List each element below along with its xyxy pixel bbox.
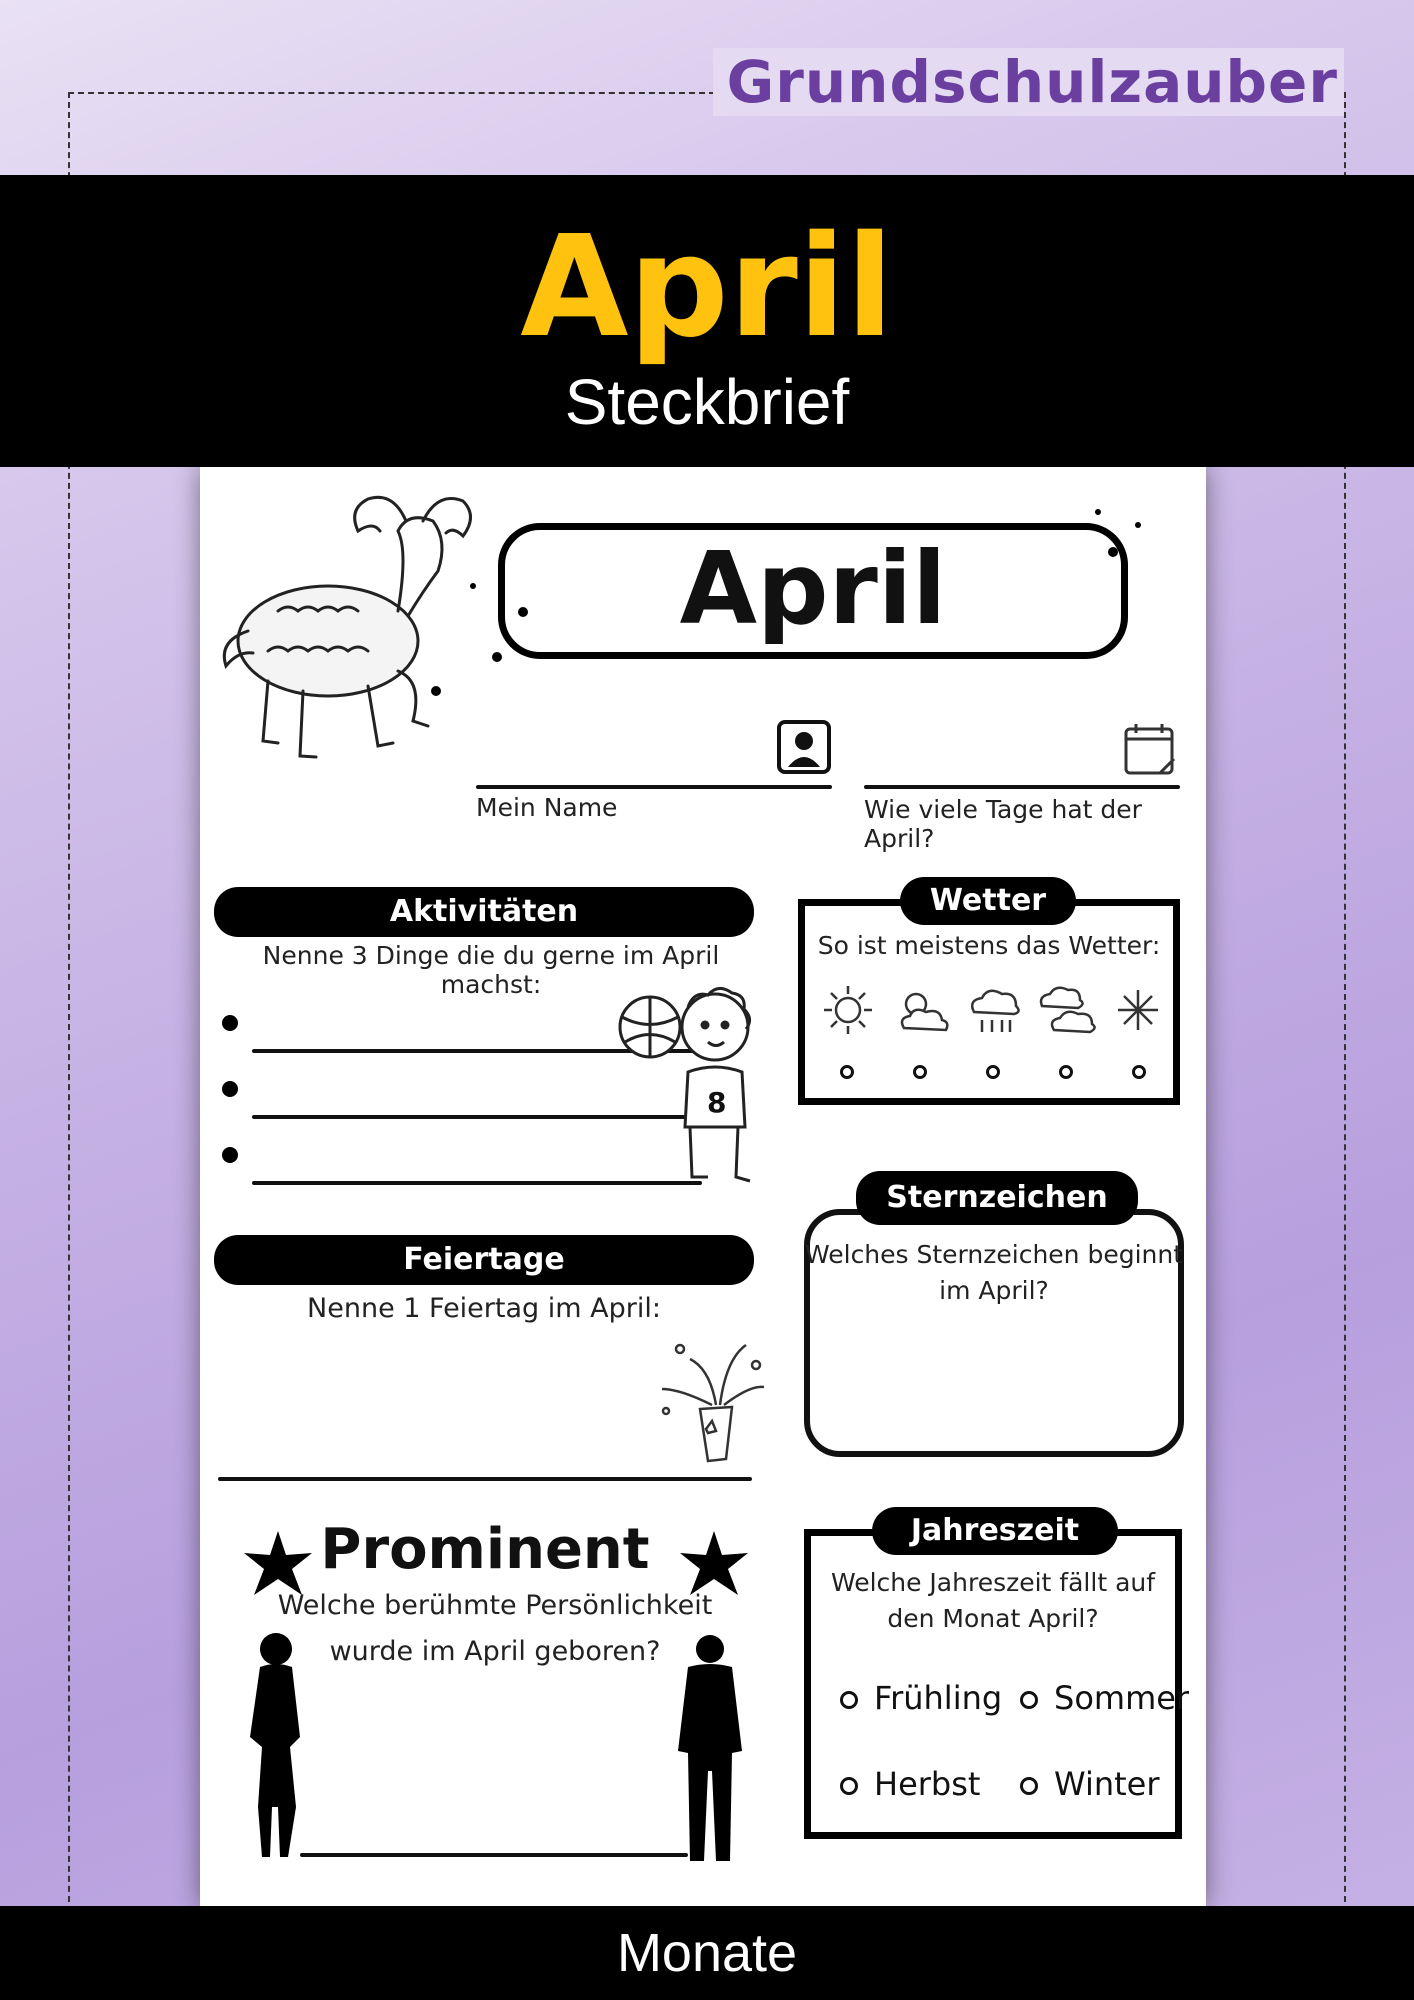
holiday-answer-line[interactable]: [218, 1477, 752, 1481]
famous-answer-line[interactable]: [300, 1853, 688, 1857]
days-question: Wie viele Tage hat der April?: [864, 795, 1142, 853]
season-prompt-line-2: den Monat April?: [887, 1604, 1099, 1633]
bullet-point: [222, 1015, 238, 1031]
clouds-icon: [1036, 982, 1102, 1038]
holidays-heading: Feiertage: [214, 1235, 754, 1285]
footer-label: Monate: [616, 1923, 798, 1983]
decor-dot: [492, 652, 502, 662]
weather-choice-sun-cloud[interactable]: [913, 1065, 927, 1079]
zodiac-prompt: [804, 1237, 1184, 1309]
bullet-point: [222, 1081, 238, 1097]
weather-heading: Wetter: [900, 877, 1076, 925]
decor-dot: [1135, 522, 1141, 528]
sun-icon: [822, 984, 874, 1036]
sheet-title: April: [498, 523, 1128, 659]
man-silhouette: [670, 1631, 750, 1871]
season-option-spring: Frühling: [874, 1679, 1003, 1717]
season-heading: Jahreszeit: [872, 1507, 1118, 1555]
snowflake-icon: [1116, 988, 1160, 1032]
season-option-winter: Winter: [1054, 1765, 1160, 1803]
holidays-prompt: Nenne 1 Feiertag im April:: [307, 1293, 661, 1324]
zodiac-heading: Sternzeichen: [856, 1171, 1138, 1225]
season-prompt-line-1: Welche Jahreszeit fällt auf: [830, 1568, 1156, 1597]
weather-prompt: So ist meistens das Wetter:: [817, 931, 1161, 960]
activities-prompt: Nenne 3 Dinge die du gerne im April machst:: [262, 941, 720, 999]
days-answer-line[interactable]: [864, 785, 1180, 789]
weather-choice-sun[interactable]: [840, 1065, 854, 1079]
decor-dot: [1108, 547, 1118, 557]
season-option-summer: Sommer: [1054, 1679, 1190, 1717]
sun-cloud-icon: [894, 984, 950, 1036]
activities-heading: Aktivitäten: [214, 887, 754, 937]
decor-dot: [518, 607, 528, 617]
season-radio-winter[interactable]: [1020, 1777, 1038, 1795]
famous-prompt-line-1: Welche berühmte Persönlichkeit: [277, 1590, 713, 1621]
name-answer-line[interactable]: [476, 785, 832, 789]
name-label: Mein Name: [476, 793, 618, 822]
bullet-point: [222, 1147, 238, 1163]
famous-heading: Prominent: [320, 1517, 650, 1582]
brand-logo-text: Grundschulzauber: [713, 48, 1344, 116]
weather-choice-snow[interactable]: [1132, 1065, 1146, 1079]
decor-dot: [1095, 509, 1101, 515]
party-popper-illustration: [650, 1329, 770, 1469]
calendar-icon: [1120, 719, 1180, 779]
famous-prompt-line-2: wurde im April geboren?: [329, 1636, 661, 1667]
weather-choice-clouds[interactable]: [1059, 1065, 1073, 1079]
zodiac-prompt-line-2: im April?: [939, 1276, 1049, 1305]
season-prompt: [804, 1565, 1182, 1637]
season-radio-summer[interactable]: [1020, 1691, 1038, 1709]
basketball-kid-illustration: [610, 977, 760, 1197]
jersey-number: 8: [707, 1086, 727, 1119]
woman-silhouette: [240, 1627, 310, 1867]
rain-cloud-icon: [966, 982, 1022, 1038]
ram-illustration: [208, 481, 508, 781]
person-icon: [776, 719, 832, 775]
season-radio-spring[interactable]: [840, 1691, 858, 1709]
season-radio-autumn[interactable]: [840, 1777, 858, 1795]
worksheet-preview: [200, 467, 1206, 1906]
page-title: April: [520, 206, 894, 369]
famous-prompt: [260, 1583, 730, 1675]
header-band: [0, 175, 1414, 467]
footer-band: [0, 1906, 1414, 2000]
page-subtitle: Steckbrief: [564, 366, 850, 438]
weather-choice-rain[interactable]: [986, 1065, 1000, 1079]
zodiac-prompt-line-1: Welches Sternzeichen beginnt: [804, 1240, 1184, 1269]
season-option-autumn: Herbst: [874, 1765, 981, 1803]
